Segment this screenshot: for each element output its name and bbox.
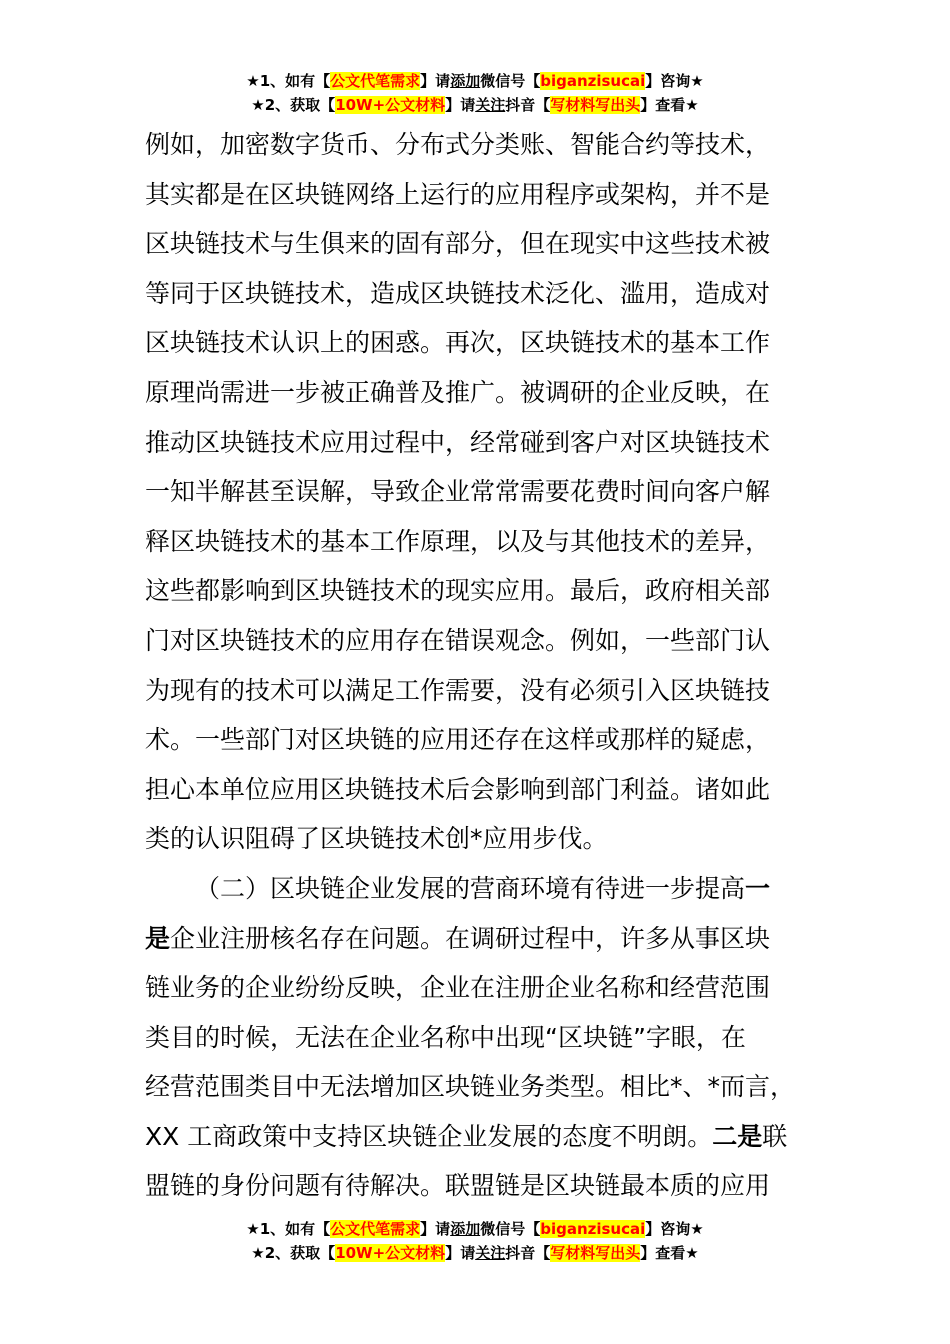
text-line: 其实都是在区块链网络上运行的应用程序或架构，并不是 (145, 179, 771, 209)
promo-line-1: ★1、如有【公文代笔需求】请添加微信号【biganzisucai】咨询★ (246, 72, 704, 90)
highlight-douyin: 写材料写出头 (550, 96, 641, 114)
text-line: 等同于区块链技术，造成区块链技术泛化、滥用，造成对 (145, 278, 771, 308)
text-line: XX 工商政策中支持区块链企业发展的态度不明朗。二是联 (145, 1121, 788, 1151)
highlight-douyin: 写材料写出头 (550, 1244, 641, 1262)
text-line: 为现有的技术可以满足工作需要，没有必须引入区块链技 (145, 675, 771, 705)
text-line: 原理尚需进一步被正确普及推广。被调研的企业反映，在 (145, 377, 771, 407)
text-line: 释区块链技术的基本工作原理，以及与其他技术的差异， (145, 526, 771, 556)
text-line: 链业务的企业纷纷反映，企业在注册企业名称和经营范围 (145, 973, 771, 1003)
highlight-materials: 10W+公文材料 (335, 1244, 446, 1262)
text-line: 区块链技术与生俱来的固有部分，但在现实中这些技术被 (145, 229, 771, 259)
top-promo-banner (0, 70, 950, 118)
highlight-service: 公文代笔需求 (330, 72, 421, 90)
highlight-wechat-id: biganzisucai (540, 1220, 646, 1238)
text-line: 经营范围类目中无法增加区块链业务类型。相比*、*而言， (145, 1072, 796, 1102)
bold-marker: 是 (145, 923, 171, 953)
text-line: 这些都影响到区块链技术的现实应用。最后，政府相关部 (145, 576, 771, 606)
highlight-service: 公文代笔需求 (330, 1220, 421, 1238)
text-line: 推动区块链技术应用过程中，经常碰到客户对区块链技术 (145, 427, 771, 457)
text-line: 门对区块链技术的应用存在错误观念。例如，一些部门认 (145, 625, 771, 655)
text-line: 是企业注册核名存在问题。在调研过程中，许多从事区块 (145, 923, 771, 953)
text-line: 类目的时候，无法在企业名称中出现“区块链”字眼，在 (145, 1022, 746, 1052)
highlight-wechat-id: biganzisucai (540, 72, 646, 90)
document-body (145, 120, 805, 1211)
text-line: 例如，加密数字货币、分布式分类账、智能合约等技术， (145, 130, 771, 159)
promo-line-2: ★2、获取【10W+公文材料】请关注抖音【写材料写出头】查看★ (251, 96, 699, 114)
text-line: 术。一些部门对区块链的应用还存在这样或那样的疑虑， (145, 725, 771, 755)
section-heading: （二）区块链企业发展的营商环境有待进一步提高一 (195, 873, 771, 903)
highlight-materials: 10W+公文材料 (335, 96, 446, 114)
text-line: 类的认识阻碍了区块链技术创*应用步伐。 (145, 824, 608, 854)
promo-line-1: ★1、如有【公文代笔需求】请添加微信号【biganzisucai】咨询★ (246, 1220, 704, 1238)
bold-marker: 二是 (712, 1121, 763, 1151)
text-line: 盟链的身份问题有待解决。联盟链是区块链最本质的应用 (145, 1171, 771, 1201)
bold-marker: 一 (745, 873, 771, 903)
text-line: 一知半解甚至误解，导致企业常常需要花费时间向客户解 (145, 477, 771, 507)
promo-line-2: ★2、获取【10W+公文材料】请关注抖音【写材料写出头】查看★ (251, 1244, 699, 1262)
text-line: 担心本单位应用区块链技术后会影响到部门利益。诸如此 (145, 774, 771, 804)
bottom-promo-banner (0, 1218, 950, 1266)
text-line: 区块链技术认识上的困惑。再次，区块链技术的基本工作 (145, 328, 771, 358)
